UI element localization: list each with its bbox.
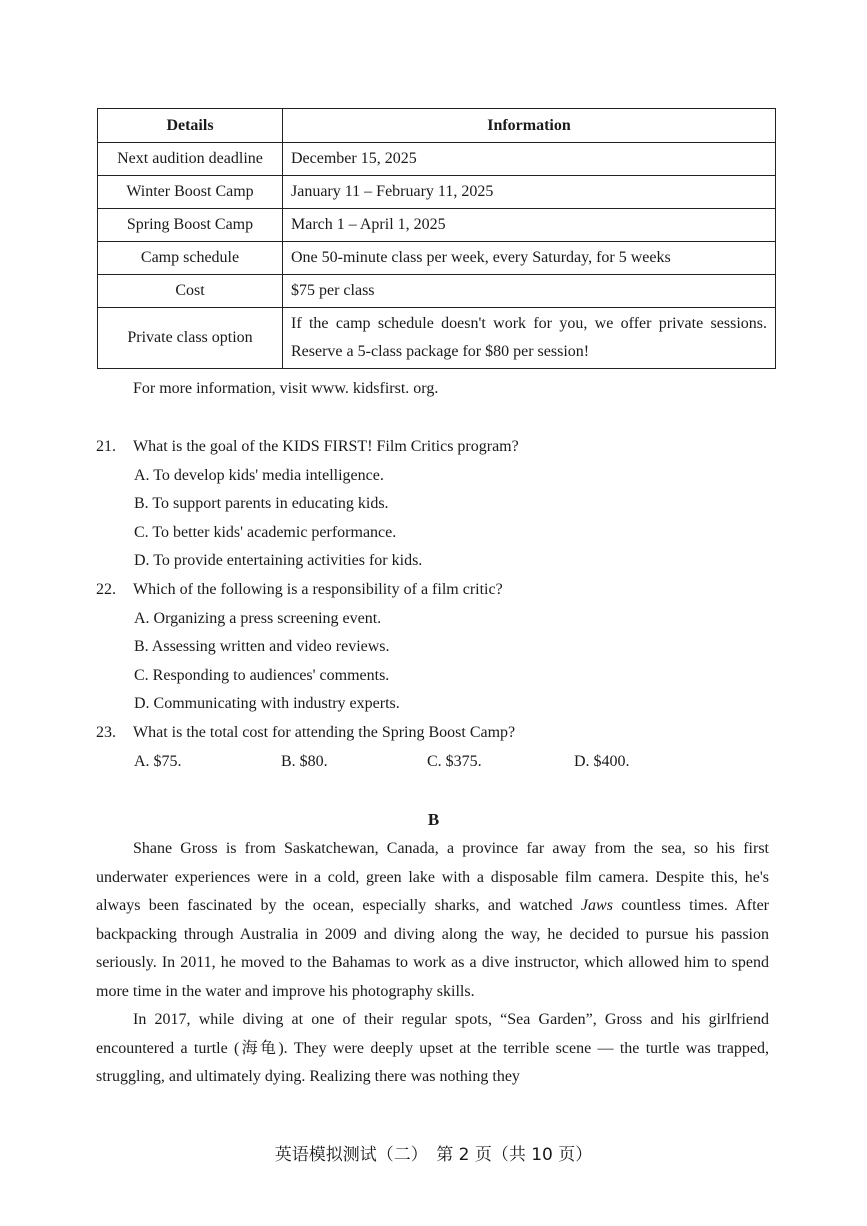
option-c: C. Responding to audiences' comments. — [134, 667, 390, 684]
reading-passage — [96, 835, 769, 1092]
header-information: Information — [283, 109, 776, 143]
detail-cell: Winter Boost Camp — [98, 176, 283, 209]
page-footer: 英语模拟测试（二） 第 2 页（共 10 页） — [274, 1145, 593, 1165]
question-stem — [96, 581, 503, 599]
camp-info-table — [97, 108, 776, 369]
header-details: Details — [98, 109, 283, 143]
detail-cell: Next audition deadline — [98, 143, 283, 176]
table-row — [98, 176, 776, 209]
option-b: B. Assessing written and video reviews. — [134, 638, 390, 655]
option-d: D. $400. — [574, 753, 630, 770]
info-cell — [283, 308, 776, 369]
passage-text: countless times. After backpacking through Australia in 2009 and diving along the way, he decided to pursue his passion seriously. In 2011, he moved to the Bahamas to work as a dive instructor, which allowed him to spend more time in the water and improve his photography skills. — [96, 897, 770, 1000]
info-cell: March 1 – April 1, 2025 — [283, 209, 776, 242]
detail-cell: Private class option — [98, 308, 283, 369]
option-d: D. Communicating with industry experts. — [134, 695, 400, 712]
passage-paragraph: In 2017, while diving at one of their regular spots, “Sea Garden”, Gross and his girlfriend encountered a turtle (海龟). They were deeply upset at the terrible scene — the turtle was trapped, struggling, and ultimately dying. Realizing there was nothing they — [96, 1011, 769, 1085]
passage-text: Shane Gross is from Saskatchewan, Canada, a province far away from the sea, so his first underwater experiences were in a cold, green lake with a disposable film camera. Despite this, he's always been fascinated by the ocean, especially sharks, and watched — [96, 840, 769, 914]
table-row — [98, 209, 776, 242]
info-cell: December 15, 2025 — [283, 143, 776, 176]
question-text: What is the goal of the KIDS FIRST! Film Critics program? — [133, 438, 519, 455]
table-row — [98, 242, 776, 275]
table-header-row — [98, 109, 776, 143]
detail-cell: Camp schedule — [98, 242, 283, 275]
detail-cell: Spring Boost Camp — [98, 209, 283, 242]
question-stem — [96, 438, 519, 456]
info-cell: January 11 – February 11, 2025 — [283, 176, 776, 209]
question-number: 21. — [96, 438, 116, 455]
private-option-text: If the camp schedule doesn't work for you, we offer private sessions. Reserve a 5-class package for $80 per session! — [291, 315, 767, 360]
film-title: Jaws — [580, 897, 613, 914]
table-row — [98, 143, 776, 176]
section-heading: B — [427, 810, 440, 829]
question-number: 22. — [96, 581, 116, 598]
passage-paragraph — [96, 835, 769, 1006]
info-cell: One 50-minute class per week, every Saturday, for 5 weeks — [283, 242, 776, 275]
option-a: A. Organizing a press screening event. — [134, 610, 382, 627]
question-number: 23. — [96, 724, 116, 741]
option-c: C. To better kids' academic performance. — [134, 524, 397, 541]
info-cell: $75 per class — [283, 275, 776, 308]
question-text: What is the total cost for attending the Spring Boost Camp? — [133, 724, 516, 741]
question-text: Which of the following is a responsibility of a film critic? — [133, 581, 503, 598]
option-a: A. To develop kids' media intelligence. — [134, 467, 384, 484]
option-c: C. $375. — [427, 753, 482, 770]
option-d: D. To provide entertaining activities for kids. — [134, 552, 423, 569]
more-info-text: For more information, visit www. kidsfirst. org. — [133, 380, 439, 397]
table-row — [98, 308, 776, 369]
detail-cell: Cost — [98, 275, 283, 308]
question-stem — [96, 724, 515, 742]
table-row — [98, 275, 776, 308]
option-b: B. To support parents in educating kids. — [134, 495, 389, 512]
option-b: B. $80. — [281, 753, 328, 770]
option-a: A. $75. — [134, 753, 182, 770]
